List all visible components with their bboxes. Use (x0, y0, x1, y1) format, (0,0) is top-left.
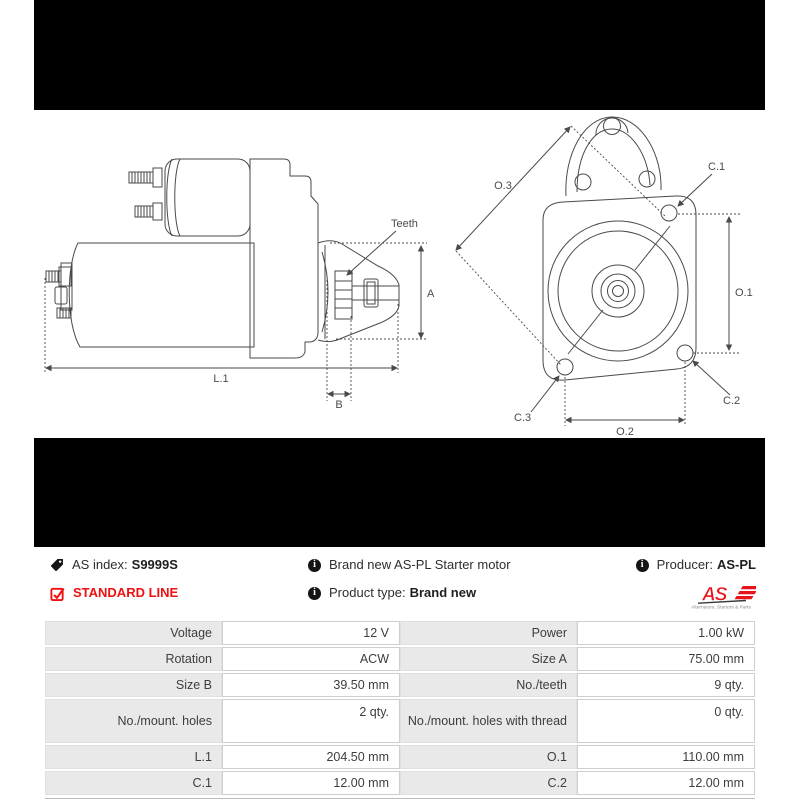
producer-line (636, 556, 756, 574)
producer-column (636, 556, 756, 610)
spec-value: 12.00 mm (577, 771, 755, 795)
table-row (45, 699, 755, 743)
dim-label-teeth: Teeth (391, 218, 418, 230)
spec-value: 75.00 mm (577, 647, 755, 671)
product-description: Brand new AS-PL Starter motor (329, 557, 511, 572)
starter-front-view (456, 117, 753, 438)
spec-value: 0 qty. (577, 699, 755, 743)
info-icon (308, 559, 321, 572)
product-type-label: Product type: (329, 585, 406, 600)
product-type-line (308, 584, 511, 602)
producer-value: AS-PL (717, 557, 756, 572)
as-index-line (50, 556, 178, 574)
table-row (45, 673, 755, 697)
dim-label-o2: O.2 (616, 426, 634, 438)
spec-value: 39.50 mm (222, 673, 400, 697)
middle-black-bar (34, 438, 765, 547)
tag-icon (50, 558, 64, 572)
dim-label-l1: L.1 (213, 373, 229, 385)
spec-label: No./teeth (400, 673, 577, 697)
spec-label: No./mount. holes (45, 699, 222, 743)
checkbox-checked-icon (50, 586, 65, 601)
spec-label: Size B (45, 673, 222, 697)
dim-label-c1: C.1 (708, 161, 726, 173)
logo-text: AS (702, 584, 727, 606)
spec-label: Rotation (45, 647, 222, 671)
standard-line-badge (50, 584, 178, 602)
description-line (308, 556, 511, 574)
spec-table (45, 621, 755, 799)
top-black-bar (34, 0, 765, 110)
dim-label-o1: O.1 (735, 287, 753, 299)
spec-label: L.1 (45, 745, 222, 769)
logo-tagline: Alternators, Starters & Parts (691, 605, 751, 610)
logo-stripes (735, 586, 756, 599)
product-type-value: Brand new (409, 585, 477, 600)
spec-value: 204.50 mm (222, 745, 400, 769)
table-row (45, 745, 755, 769)
table-row (45, 771, 755, 795)
starter-side-view (45, 159, 435, 411)
table-row (45, 621, 755, 645)
spec-label: Voltage (45, 621, 222, 645)
info-icon (308, 587, 321, 600)
spec-value: ACW (222, 647, 400, 671)
as-index-label: AS index: (72, 557, 128, 572)
product-id-column (50, 556, 178, 612)
dim-label-c2: C.2 (723, 395, 741, 407)
dim-label-c3: C.3 (514, 412, 532, 424)
dim-label-a: A (427, 288, 435, 300)
spec-value: 2 qty. (222, 699, 400, 743)
product-description-column (308, 556, 511, 612)
spec-label: O.1 (400, 745, 577, 769)
as-index-value: S9999S (131, 557, 178, 572)
spec-label: C.1 (45, 771, 222, 795)
spec-label: C.2 (400, 771, 577, 795)
product-line-label: STANDARD LINE (73, 585, 179, 600)
spec-value: 12 V (222, 621, 400, 645)
spec-label: Size A (400, 647, 577, 671)
dim-label-b: B (335, 399, 343, 411)
technical-drawing (0, 110, 800, 438)
spec-value: 9 qty. (577, 673, 755, 697)
spec-label: Power (400, 621, 577, 645)
spec-value: 1.00 kW (577, 621, 755, 645)
spec-value: 12.00 mm (222, 771, 400, 795)
dim-label-o3: O.3 (494, 180, 512, 192)
spec-label: No./mount. holes with thread (400, 699, 577, 743)
info-icon (636, 559, 649, 572)
as-pl-logo (636, 584, 756, 610)
spec-value: 110.00 mm (577, 745, 755, 769)
table-row (45, 647, 755, 671)
producer-label: Producer: (656, 557, 713, 572)
